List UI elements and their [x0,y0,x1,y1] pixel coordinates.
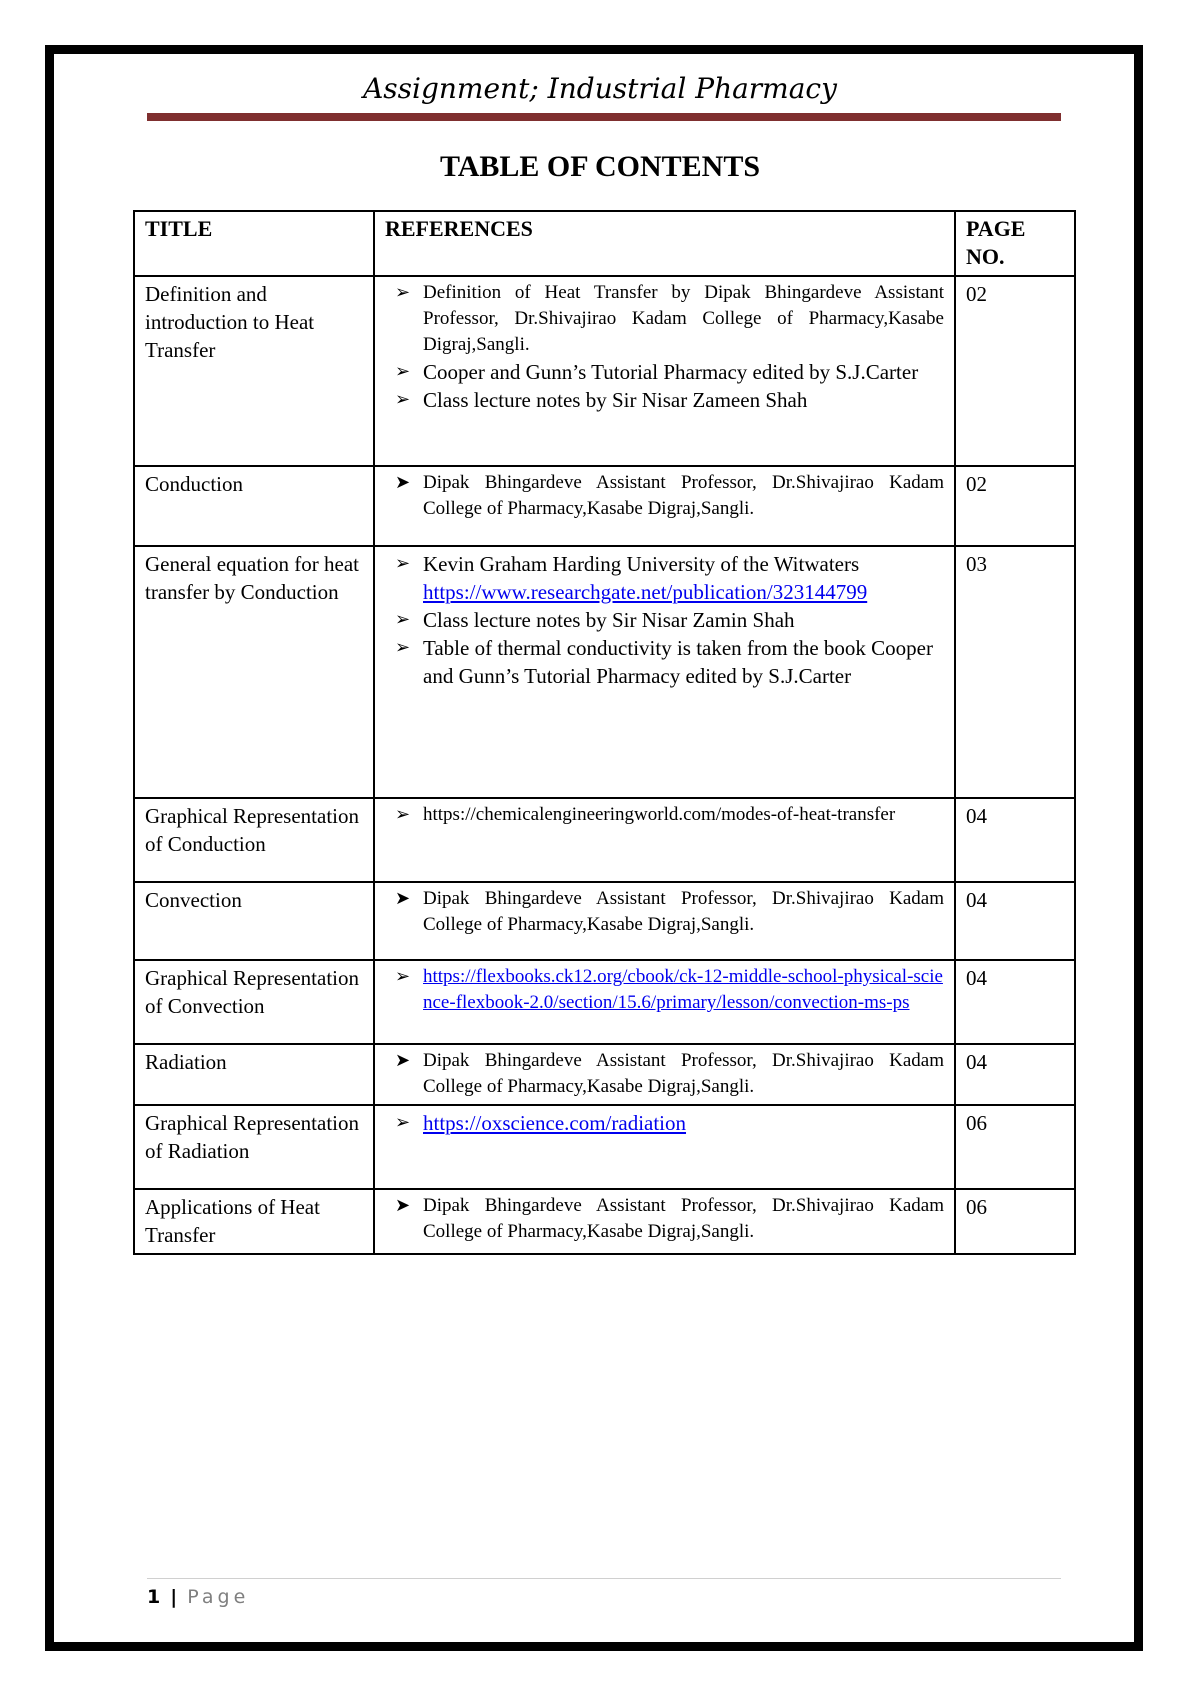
table-row [134,960,1075,1044]
reference-item: ➢ Cooper and Gunn’s Tutorial Pharmacy edited by S.J.Carter [395,360,919,384]
row-title: Definition and introduction to Heat Transfer [134,276,374,466]
reference-item: ➢ Class lecture notes by Sir Nisar Zameen Shah [395,388,808,412]
page-number: 1 [147,1586,161,1608]
row-title: Graphical Representation of Convection [134,960,374,1044]
reference-item: ➢ Table of thermal conductivity is taken from the book Cooper and Gunn’s Tutorial Pharmacy edited by S.J.Carter [395,636,933,688]
row-title: Conduction [134,466,374,546]
column-header-references: REFERENCES [374,211,955,276]
reference-item: ➢ Definition of Heat Transfer by Dipak Bhingardeve Assistant Professor, Dr.Shivajirao Kadam College of Pharmacy,Kasabe Digraj,Sangli. [395,282,944,355]
reference-item: ➤ Dipak Bhingardeve Assistant Professor, Dr.Shivajirao Kadam College of Pharmacy,Kasabe Digraj,Sangli. [395,888,944,935]
toc-table [133,210,1076,1255]
column-header-page [955,211,1075,276]
reference-item: ➢ Class lecture notes by Sir Nisar Zamin Shah [395,608,795,632]
row-page: 04 [955,960,1075,1044]
row-references [374,960,955,1044]
reference-item: ➢ https://chemicalengineeringworld.com/modes-of-heat-transfer [385,802,944,828]
arrowhead-bullet-icon: ➢ [395,1112,411,1133]
toc-header-row [134,211,1075,276]
table-row [134,546,1075,798]
arrowhead-bullet-icon: ➤ [395,472,411,493]
arrowhead-bullet-icon: ➢ [395,609,411,630]
page-footer [147,1586,249,1608]
table-row [134,276,1075,466]
column-header-page-line1: PAGE [966,216,1026,241]
page-label: Page [187,1586,250,1608]
reference-item: ➤ Dipak Bhingardeve Assistant Professor, Dr.Shivajirao Kadam College of Pharmacy,Kasabe Digraj,Sangli. [395,1195,944,1242]
row-title: Graphical Representation of Radiation [134,1105,374,1189]
table-row [134,882,1075,960]
row-page: 06 [955,1189,1075,1254]
row-page: 02 [955,276,1075,466]
row-page: 03 [955,546,1075,798]
reference-item [385,1109,944,1137]
row-title: General equation for heat transfer by Conduction [134,546,374,798]
row-page: 02 [955,466,1075,546]
oxscience-link[interactable]: https://oxscience.com/radiation [423,1111,687,1135]
row-title: Graphical Representation of Conduction [134,798,374,882]
arrowhead-bullet-icon: ➢ [395,966,411,987]
row-references [374,546,955,798]
arrowhead-bullet-icon: ➤ [395,1195,411,1216]
row-references [374,1189,955,1254]
arrowhead-bullet-icon: ➢ [395,804,411,825]
arrowhead-bullet-icon: ➤ [395,1050,411,1071]
row-references [374,1105,955,1189]
row-references [374,276,955,466]
footer-separator: | [170,1586,178,1608]
row-page: 04 [955,798,1075,882]
footer-divider [147,1578,1061,1579]
column-header-page-line2: NO. [966,244,1005,269]
table-row [134,1105,1075,1189]
flexbooks-link[interactable]: https://flexbooks.ck12.org/cbook/ck-12-middle-school-physical-science-flexbook-2.0/section/15.6/primary/lesson/convection-ms-ps [423,966,943,1013]
reference-item: ➢ Kevin Graham Harding University of the Witwaters https://www.researchgate.net/publication/323144799 [395,552,868,604]
arrowhead-bullet-icon: ➢ [395,389,411,410]
row-references [374,882,955,960]
researchgate-link[interactable]: https://www.researchgate.net/publication/323144799 [423,580,868,604]
row-page: 06 [955,1105,1075,1189]
arrowhead-bullet-icon: ➢ [395,361,411,382]
reference-item [385,964,944,1016]
row-references [374,466,955,546]
arrowhead-bullet-icon: ➢ [395,553,411,574]
row-page: 04 [955,1044,1075,1105]
row-title: Radiation [134,1044,374,1105]
row-references [374,1044,955,1105]
table-row [134,1189,1075,1254]
reference-item: ➤ Dipak Bhingardeve Assistant Professor, Dr.Shivajirao Kadam College of Pharmacy,Kasabe Digraj,Sangli. [395,472,944,519]
column-header-title: TITLE [134,211,374,276]
table-row [134,466,1075,546]
header-divider [147,113,1061,121]
row-title: Convection [134,882,374,960]
toc-heading: TABLE OF CONTENTS [439,150,761,183]
row-page: 04 [955,882,1075,960]
document-header-title: Assignment; Industrial Pharmacy [363,72,837,105]
arrowhead-bullet-icon: ➢ [395,637,411,658]
row-references [374,798,955,882]
reference-item: ➤ Dipak Bhingardeve Assistant Professor, Dr.Shivajirao Kadam College of Pharmacy,Kasabe Digraj,Sangli. [395,1050,944,1097]
arrowhead-bullet-icon: ➢ [395,282,411,303]
row-title: Applications of Heat Transfer [134,1189,374,1254]
table-row [134,798,1075,882]
arrowhead-bullet-icon: ➤ [395,888,411,909]
table-row [134,1044,1075,1105]
